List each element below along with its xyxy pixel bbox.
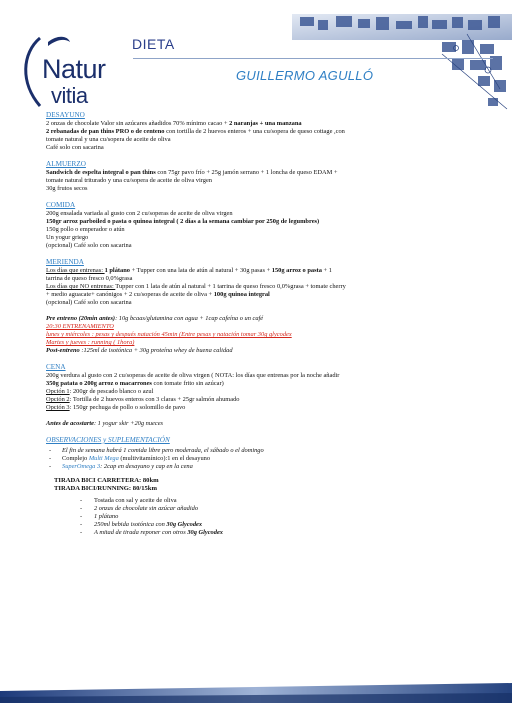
list-item: - 1 plátano (80, 513, 486, 521)
section-heading-desayuno: DESAYUNO (46, 111, 85, 119)
desayuno-line: Café solo con sacarina (46, 144, 104, 151)
entreno-line-red: lunes y miércoles : pesas y después natación 45min (Entre pesas y natación tomar 30g glycodex (46, 331, 292, 338)
text-span-underline: Los días que NO entrenas: (46, 283, 116, 290)
desayuno-line (46, 128, 486, 136)
observaciones-list (46, 447, 486, 471)
text-span: (multivitamínico):1 en el desayuno (118, 455, 211, 462)
entreno-line-red: Martes y jueves : running ( 1hora) (46, 339, 135, 346)
cena-option (46, 388, 486, 396)
text-span-bold-italic: Pre entreno (20min antes) (46, 315, 116, 322)
text-span-bold: 100g quinoa integral (213, 291, 270, 298)
text-span-bold: 30g Glycodex (166, 520, 203, 528)
diet-content (46, 111, 486, 537)
tirada-block (54, 477, 486, 494)
text-span: con tomate frito sin azúcar) (151, 380, 224, 387)
tirada-line: TIRADA BICI CARRETERA: 80km (54, 477, 159, 484)
text-span: : 150gr pechuga de pollo o solomillo de pavo (69, 404, 186, 411)
text-span-underline: Opción 2 (46, 396, 70, 403)
text-span-bold: 2 naranjas + una manzana (229, 120, 302, 127)
section-heading-merienda: MERIENDA (46, 258, 84, 266)
merienda-line (46, 291, 486, 299)
text-span-italic: :125ml de isotónica + 30g proteína whey de buena calidad (79, 347, 233, 354)
tirada-line: TIRADA BICI/RUNNING: 80/15km (54, 485, 157, 493)
cena-line: 200g verdura al gusto con 2 cu/soperas de aceite de oliva virgen ( NOTA: los días que entrenas por la noche añadir (46, 372, 340, 379)
merienda-line: (opcional) Café solo con sacarina (46, 299, 132, 306)
decorative-mosaic (292, 14, 512, 114)
cena-option (46, 404, 486, 412)
desayuno-line: tomate natural y una cu/sopera de aceite de oliva (46, 136, 171, 143)
text-span: + 1 (321, 267, 332, 274)
text-span-blue: SuperOmega 3 (62, 463, 101, 470)
comida-line: 150g pollo o emperador o atún (46, 226, 125, 233)
logo-text-line2: vitia (51, 83, 88, 108)
text-span-bold: 150g arroz o pasta (271, 267, 322, 274)
text-span: + medio aguacate+ canónigos + 2 cu/soperas de aceite de oliva + (46, 291, 214, 298)
antes-line (46, 420, 486, 428)
almuerzo-line (46, 169, 486, 177)
document-title: DIETA (132, 36, 175, 52)
almuerzo-line: 30g frutos secos (46, 185, 88, 192)
list-item: - El fin de semana habrá 1 comida libre pero moderada, el sábado o el domingo (46, 447, 486, 455)
text-span: Tupper con 1 lata de atún al natural + 1 tarrina de queso fresco 0,0%grasa + tomate cherry (115, 283, 346, 290)
list-item (80, 521, 486, 529)
entreno-line (46, 315, 486, 323)
text-span-bold: 30g Glycodex (187, 528, 223, 536)
text-span-underline: Los días que entrenas: (46, 267, 105, 274)
text-span: 250ml bebida isotónica con (94, 520, 167, 528)
text-span-bold: 1 plátano (104, 267, 130, 274)
list-item (80, 529, 486, 537)
list-item: - Tostada con sal y aceite de oliva (80, 497, 486, 505)
text-span: A mitad de tirada reponer con otros (94, 528, 188, 536)
entreno-line-red: 20:30 ENTRENAMIENTO (46, 323, 114, 330)
almuerzo-line: tomate natural triturado y una cu/sopera de aceite de oliva virgen (46, 177, 212, 184)
client-name: GUILLERMO AGULLÓ (236, 68, 374, 83)
text-span: + Tupper con una lata de atún al natural + 30g pasas + (129, 267, 272, 274)
merienda-line (46, 267, 486, 275)
text-span-bold: 150gr arroz parboiled o pasta o quinoa integral ( 2 días a la semana cambiar por 250g de legumbres) (46, 218, 320, 225)
text-span: : 200gr de pescado blanco o azul (69, 388, 154, 395)
merienda-line (46, 283, 486, 291)
text-span: con 75gr pavo frío + 25g jamón serrano + 1 loncha de queso EDAM + (155, 169, 338, 176)
cena-option (46, 396, 486, 404)
text-span-bold: Sandwich de espelta integral o pan thins (46, 169, 156, 176)
section-heading-observaciones: OBSERVACIONES y SUPLEMENTACIÓN (46, 436, 170, 444)
text-span-bold: 2 rebanadas de pan thins PRO o de centeno (46, 128, 165, 135)
list-item: - 2 onzas de chocolate sin azúcar añadido (80, 505, 486, 513)
list-item (46, 455, 486, 463)
text-span-underline: Opción 3 (46, 404, 70, 411)
cena-line (46, 380, 486, 388)
list-item (46, 463, 486, 471)
header-divider (133, 58, 493, 59)
decorative-footer-band (0, 677, 512, 703)
desayuno-line (46, 120, 486, 128)
text-span: 2 onzas de chocolate Valor sin azúcares añadidos 70% mínimo cacao + (46, 120, 230, 127)
text-span: Complejo (62, 455, 89, 462)
text-span-bold-italic: Antes de acostarte (46, 420, 94, 427)
comida-line: Un yogur griego (46, 234, 89, 241)
text-span-italic: : 2cap en desayuno y cap en la cena (100, 463, 193, 470)
text-span-underline: Opción 1 (46, 388, 70, 395)
logo-text-line1: Natur (42, 54, 106, 84)
text-span-bold: 350g patata o 200g arroz o macarrones (46, 380, 152, 387)
section-heading-cena: CENA (46, 363, 66, 371)
text-span: : Tortilla de 2 huevos enteros con 3 claras + 25gr salmón ahumado (69, 396, 240, 403)
comida-line: 200g ensalada variada al gusto con 2 cu/soperas de aceite de oliva virgen (46, 210, 233, 217)
naturvitia-logo (18, 28, 108, 108)
text-span-italic: : 1 yogur skir +20g nueces (93, 420, 164, 427)
entreno-line (46, 347, 486, 355)
comida-line (46, 218, 486, 226)
tirada-list (80, 497, 486, 537)
merienda-line: tarrina de queso fresco 0,0%grasa (46, 275, 133, 282)
text-span-italic: : 10g bcaas/glutamina con agua + 1cap cafeína o un café (115, 315, 264, 322)
text-span: con tortilla de 2 huevos enteros + una cu/sopera de queso cottage ,con (164, 128, 345, 135)
section-heading-almuerzo: ALMUERZO (46, 160, 86, 168)
text-span-bold-italic: Post-entreno (46, 347, 80, 354)
section-heading-comida: COMIDA (46, 201, 76, 209)
text-span-blue: Multi Mega (88, 455, 119, 462)
comida-line: (opcional) Café solo con sacarina (46, 242, 132, 249)
